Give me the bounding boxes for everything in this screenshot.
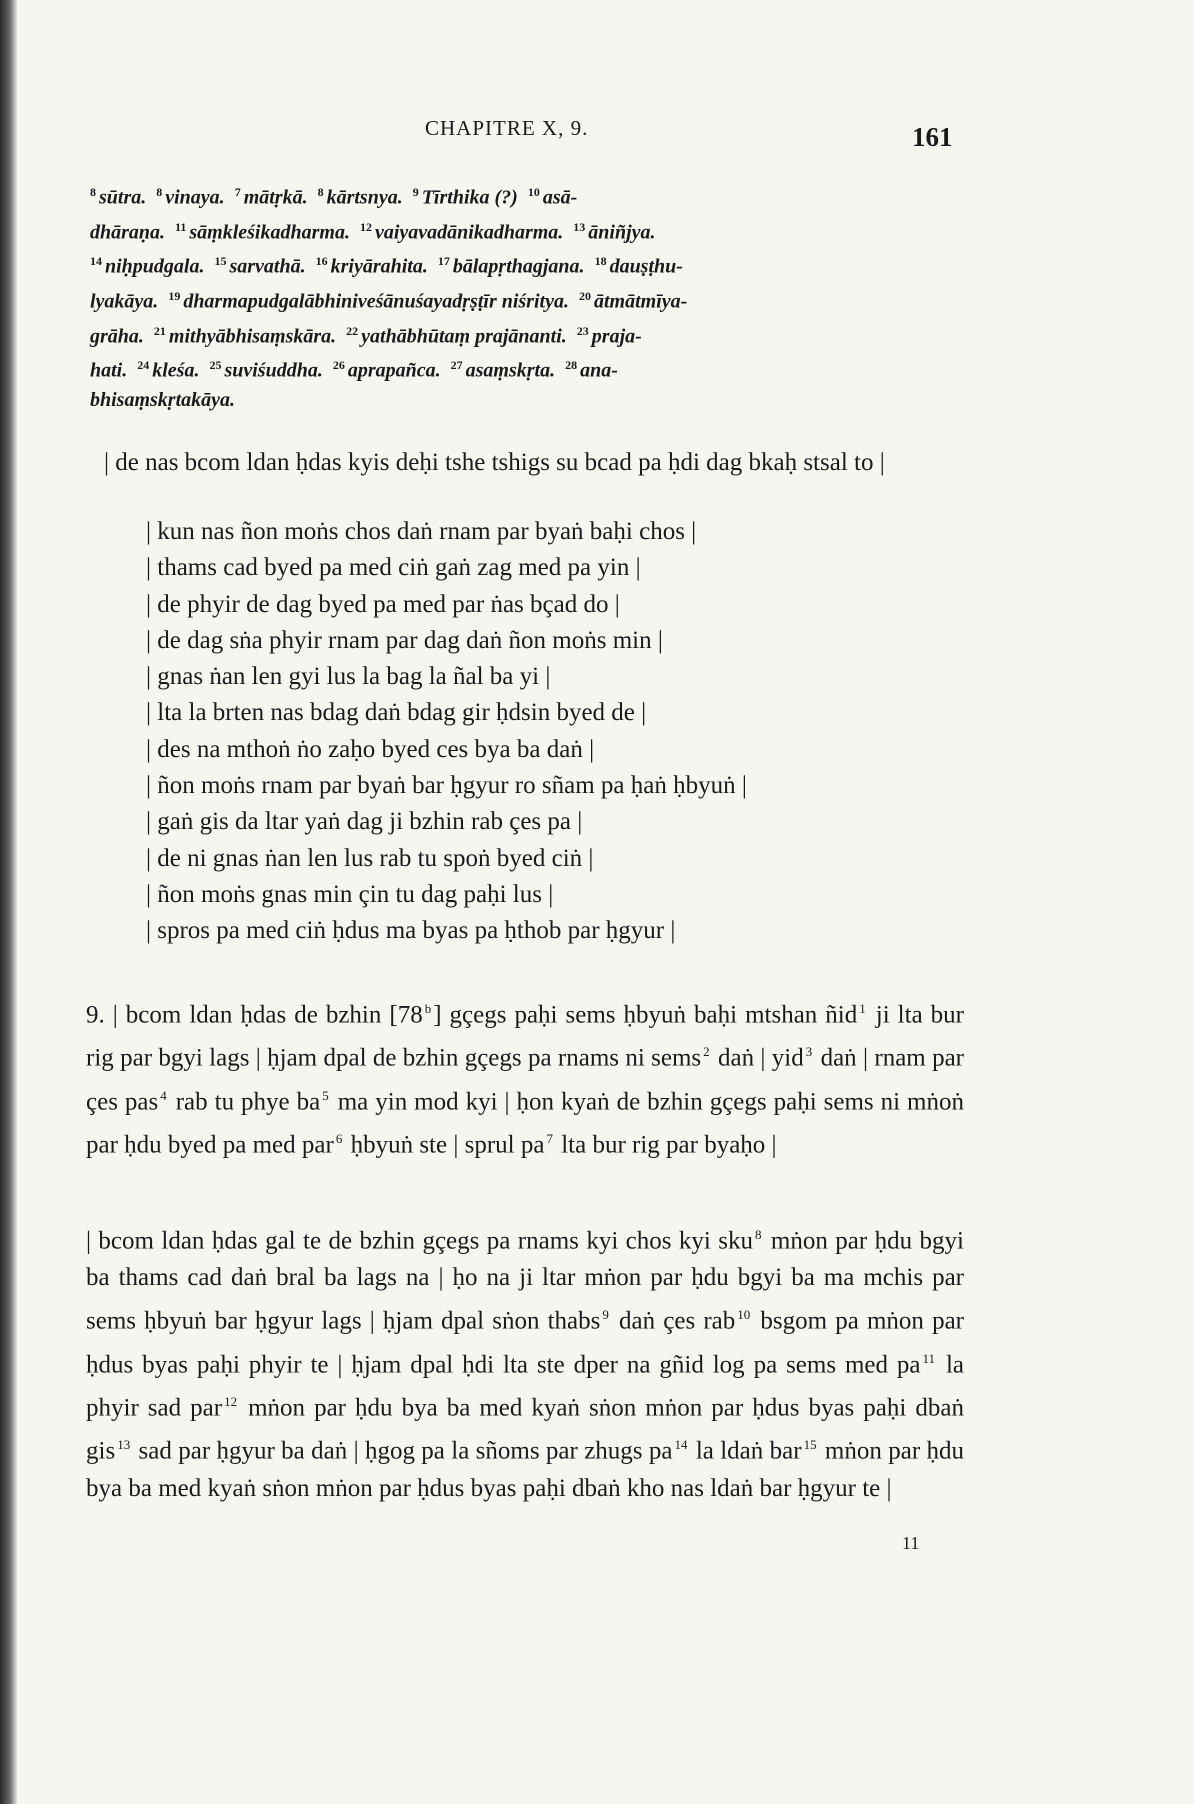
verse-line: | ñon moṅs gnas min çin tu dag paḥi lus | <box>146 880 554 908</box>
note-marker: 11 <box>175 219 187 234</box>
text-run: lta bur rig par byaḥo | <box>554 1131 777 1159</box>
text-run: | bcom ldan ḥdas de bzhin [78 <box>112 1001 423 1029</box>
verse-line: | gaṅ gis da ltar yaṅ dag ji bzhin rab çes pa | <box>146 808 583 836</box>
note-marker: 19 <box>168 288 181 303</box>
scan-edge-shadow <box>0 0 18 1804</box>
footnote-marker: 12 <box>224 1393 238 1409</box>
verse-line: | de phyir de dag byed pa med par ṅas bçad do | <box>146 590 620 618</box>
footnote-marker: 11 <box>922 1350 936 1366</box>
verse-block <box>146 514 1006 950</box>
text-run: ma yin mod kyi | ḥon kyaṅ de bzhin gçegs paḥi sems ni mṅoṅ par ḥdu byed pa med par <box>86 1087 964 1159</box>
note-marker: 26 <box>332 358 345 373</box>
text-run: la phyir sad par <box>86 1350 964 1422</box>
note-term: hati. <box>90 359 128 382</box>
note-marker: 14 <box>90 254 102 269</box>
text-run: rab tu phye ba <box>168 1087 321 1115</box>
note-term: dharmapudgalābhiniveśānuśayadṛṣṭīr niśritya. <box>183 290 569 313</box>
notes-line <box>90 386 980 415</box>
note-term: mātṛkā. <box>243 186 308 209</box>
note-term: asā- <box>542 186 578 209</box>
verse-line: | de dag sṅa phyir rnam par dag daṅ ñon moṅs min | <box>146 626 663 654</box>
text-run: mṅon par ḥdu bya ba med kyaṅ sṅon mṅon par ḥdus byas paḥi dbaṅ gis <box>86 1394 964 1465</box>
note-term: mithyābhisaṃskāra. <box>168 325 337 348</box>
note-marker: 22 <box>346 323 359 338</box>
note-term: vinaya. <box>165 186 225 209</box>
note-term: kleśa. <box>152 359 200 382</box>
text-run: daṅ | rnam par çes pas <box>86 1044 965 1115</box>
note-marker: 17 <box>437 254 450 269</box>
text-run: mṅon par ḥdu bya ba med kyaṅ sṅon mṅon par ḥdus byas paḥi dbaṅ kho nas ldaṅ bar ḥgyur te | <box>86 1437 964 1502</box>
note-term: yathābhūtaṃ prajānanti. <box>361 325 567 348</box>
note-marker: 24 <box>137 358 150 373</box>
footnote-marker: 14 <box>674 1437 688 1453</box>
text-run: ji lta bur rig par bgyi lags | ḥjam dpal de bzhin gçegs pa rnams ni sems <box>86 1001 964 1072</box>
note-term: kriyārahita. <box>330 255 428 278</box>
notes-line <box>90 317 980 352</box>
footnote-marker: 1 <box>859 1001 866 1016</box>
note-term: ātmātmīya- <box>593 290 688 313</box>
footnote-marker: 3 <box>805 1044 813 1060</box>
note-term: vaiyavadānikadharma. <box>374 221 564 244</box>
footnote-marker: 6 <box>335 1130 343 1146</box>
note-term: praja- <box>591 325 642 348</box>
note-marker: 21 <box>153 323 166 338</box>
note-marker: 20 <box>578 288 591 303</box>
footnote-marker: 8 <box>755 1227 762 1242</box>
verse-line: | spros pa med ciṅ ḥdus ma byas pa ḥthob par ḥgyur | <box>146 917 676 945</box>
section-number: 9. <box>86 1001 105 1029</box>
verse-line: | lta la brten nas bdag daṅ bdag gir ḥdsin byed de | <box>146 699 647 727</box>
note-marker: 8 <box>90 185 96 199</box>
footnote-marker: 9 <box>602 1307 609 1323</box>
text-run: la ldaṅ bar <box>689 1437 802 1465</box>
folio-marker: b <box>424 1001 432 1016</box>
verse-line: | des na mthoṅ ṅo zaḥo byed ces bya ba daṅ | <box>146 735 595 763</box>
note-marker: 27 <box>450 358 463 373</box>
footnote-marker: 15 <box>803 1437 817 1453</box>
signature-mark: 11 <box>902 1533 920 1553</box>
section-9-continuation <box>86 1216 964 1507</box>
note-term: niḥpudgala. <box>105 255 205 278</box>
note-marker: 15 <box>214 254 227 269</box>
verse-line: | gnas ṅan len gyi lus la bag la ñal ba yi | <box>146 663 551 691</box>
text-run: bsgom pa mṅon par ḥdus byas paḥi phyir te | ḥjam dpal ḥdi lta ste dper na gñid log pa sems med pa <box>86 1307 964 1378</box>
note-marker: 9 <box>412 185 419 199</box>
notes-line <box>90 178 980 213</box>
note-term: sarvathā. <box>229 255 306 278</box>
verse-line: | de ni gnas ṅan len lus rab tu spoṅ byed ciṅ | <box>146 844 594 872</box>
verse-line: | ñon moṅs rnam par byaṅ bar ḥgyur ro sñam pa ḥaṅ ḥbyuṅ | <box>146 772 747 800</box>
note-term: bālapṛthagjana. <box>452 255 585 278</box>
verse-line: | kun nas ñon moṅs chos daṅ rnam par byaṅ baḥi chos | <box>146 518 697 545</box>
text-run: ḥbyuṅ ste | sprul pa <box>344 1131 545 1159</box>
note-marker: 10 <box>527 185 540 199</box>
note-term: kārtsnya. <box>326 186 403 209</box>
footnote-marker: 7 <box>546 1130 553 1146</box>
text-run: sad par ḥgyur ba daṅ | ḥgog pa la sñoms par zhugs pa <box>132 1437 673 1465</box>
note-term: asaṃskṛta. <box>465 359 556 382</box>
note-term: bhisaṃskṛtakāya. <box>90 388 236 411</box>
note-marker: 7 <box>234 185 241 199</box>
note-term: sūtra. <box>99 186 147 209</box>
note-marker: 13 <box>573 219 586 234</box>
note-term: sāṃkleśikadharma. <box>189 221 350 244</box>
note-term: suviśuddha. <box>224 359 323 382</box>
notes-line <box>90 282 980 317</box>
page-number: 161 <box>912 122 953 152</box>
running-title: CHAPITRE X, 9. <box>425 116 589 140</box>
note-term: āniñjya. <box>588 221 656 244</box>
note-marker: 18 <box>594 254 607 269</box>
footnote-marker: 4 <box>160 1087 167 1103</box>
footnote-marker: 10 <box>737 1307 751 1323</box>
intro-paragraph: | de nas bcom ldan ḥdas kyis deḥi tshe tshigs su bcad pa ḥdi dag bkaḥ stsal to | <box>104 449 885 476</box>
note-term: grāha. <box>90 325 144 348</box>
notes-line <box>90 213 980 248</box>
note-marker: 8 <box>317 185 324 199</box>
text-run: mṅon par ḥdu bgyi ba thams cad daṅ bral ba lags na | ḥo na ji ltar mṅon par ḥdu bgyi ba ma mchis par sems ḥbyuṅ bar ḥgyur lags | ḥjam dpal sṅon thabs <box>86 1227 964 1335</box>
note-term: dauṣṭhu- <box>609 255 683 278</box>
note-marker: 16 <box>315 254 328 269</box>
note-term: aprapañca. <box>347 359 441 382</box>
text-run: | bcom ldan ḥdas gal te de bzhin gçegs pa rnams kyi chos kyi sku <box>86 1227 754 1255</box>
text-run: daṅ | yid <box>711 1044 804 1072</box>
note-marker: 8 <box>156 185 163 199</box>
text-run: ] gçegs paḥi sems ḥbyuṅ baḥi mtshan ñid <box>433 1001 858 1029</box>
note-marker: 23 <box>576 323 589 338</box>
note-term: ana- <box>580 359 618 382</box>
note-term: dhāraṇa. <box>90 221 166 244</box>
page-header <box>0 112 1194 152</box>
note-term: lyakāya. <box>90 290 159 313</box>
footnote-marker: 5 <box>322 1087 329 1103</box>
verse-line: | thams cad byed pa med ciṅ gaṅ zag med pa yin | <box>146 554 641 582</box>
section-9-paragraph <box>86 990 964 1163</box>
note-marker: 25 <box>209 358 222 373</box>
note-marker: 12 <box>359 219 372 234</box>
text-run: daṅ çes rab <box>610 1307 736 1335</box>
notes-line <box>90 351 980 386</box>
glossary-notes <box>90 178 980 415</box>
footnote-marker: 2 <box>703 1044 710 1060</box>
note-marker: 28 <box>565 358 578 373</box>
note-term: Tīrthika (?) <box>421 186 518 209</box>
footnote-marker: 13 <box>117 1437 131 1453</box>
notes-line <box>90 247 980 282</box>
